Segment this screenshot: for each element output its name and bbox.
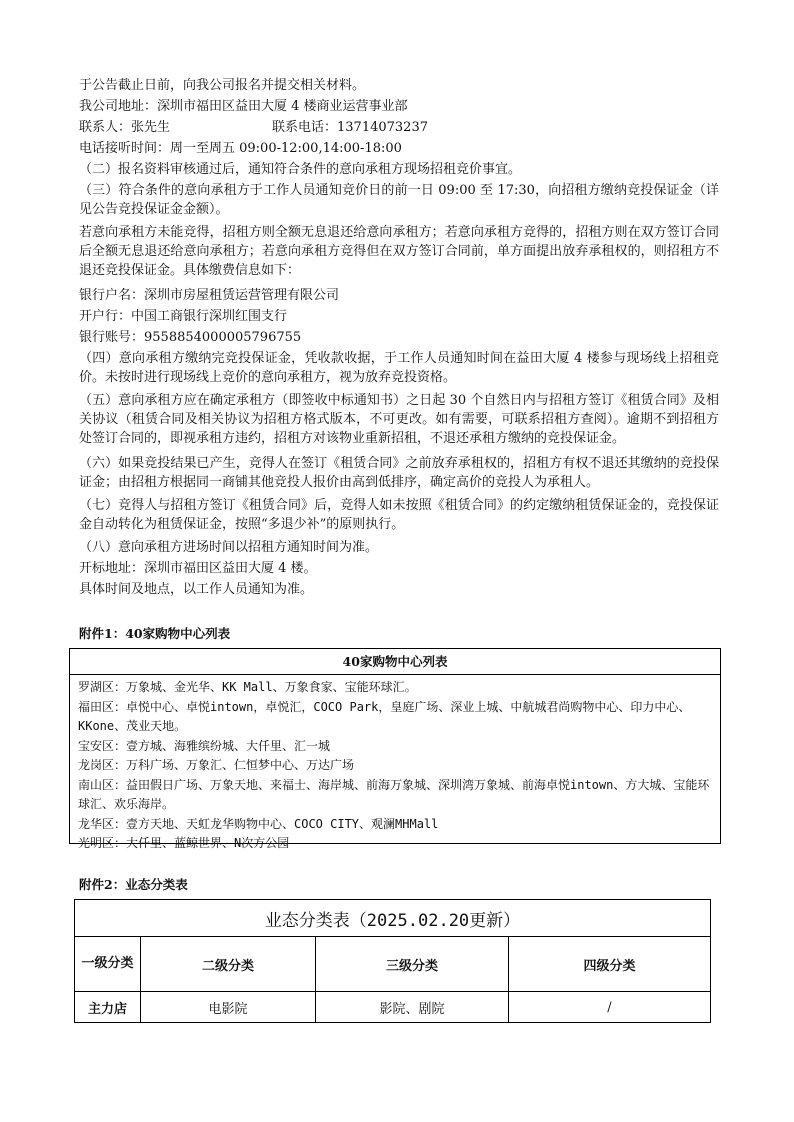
header-level-4: 四级分类 — [509, 937, 711, 992]
header-level-3: 三级分类 — [316, 937, 509, 992]
item-4: （四）意向承租方缴纳完竞投保证金，凭收款收据，于工作人员通知时间在益田大厦 4 楼参与现场线上招租竞价。未按时进行现场线上竞价的意向承租方，视为放弃竞投资格。 — [79, 351, 719, 385]
shopping-mall-list — [70, 675, 720, 854]
district-row-longhua: 龙华区：壹方天地、天虹龙华购物中心、COCO CITY、观澜MHMall — [78, 816, 439, 831]
item-3-refund: 若意向承租方未能竞得，招租方则全额无息退还给意向承租方；若意向承租方竞得的，招租方则在双方签订合同后全额无息退还给意向承租方；若意向承租方竞得但在双方签订合同前，单方面提出放弃承租权的，则招租方不退还竞投保证金。具体缴费信息如下： — [79, 225, 719, 278]
phone-hours: 电话接听时间：周一至周五 09:00-12:00,14:00-18:00 — [79, 141, 402, 156]
paragraph-registration: 于公告截止日前，向我公司报名并提交相关材料。 — [79, 78, 366, 93]
contact-person: 联系人：张先生 — [79, 120, 171, 135]
district-row-longgang: 龙岗区：万科广场、万象汇、仁恒梦中心、万达广场 — [78, 758, 355, 772]
district-row-luohu: 罗湖区：万象城、金光华、KK Mall、万象食家、宝能环球汇。 — [78, 680, 417, 694]
company-address: 我公司地址：深圳市福田区益田大厦 4 楼商业运营事业部 — [79, 99, 408, 114]
item-2: （二）报名资料审核通过后，通知符合条件的意向承租方现场招租竞价事宜。 — [79, 162, 522, 177]
cell-level-4: / — [509, 992, 711, 1023]
item-5: （五）意向承租方应在确定承租方（即签收中标通知书）之日起 30 个自然日内与招租方签订《租赁合同》及相关协议（租赁合同及相关协议为招租方格式版本，不可更改。如有需要，可联系招租方查阅）。逾期不到招租方处签订合同的，即视承租方违约，招租方对该物业重新招租，不退还承租方缴纳的竞投保证金。 — [79, 393, 719, 446]
district-row-baoan: 宝安区：壹方城、海雅缤纷城、大仟里、汇一城 — [78, 738, 331, 753]
district-row-nanshan: 南山区：益田假日广场、万象天地、来福士、海岸城、前海万象城、深圳湾万象城、前海卓悦intown、方大城、宝能环球汇、欢乐海岸。 — [78, 777, 710, 811]
annex-1-title: 附件1：40家购物中心列表 — [79, 626, 231, 641]
district-row-guangming: 光明区：大仟里、蓝鲸世界、N次方公园 — [78, 836, 290, 850]
cell-level-2: 电影院 — [141, 992, 316, 1023]
header-level-1: 一级分类 — [75, 937, 141, 992]
item-3: （三）符合条件的意向承租方于工作人员通知竞价日的前一日 09:00 至 17:30，向招租方缴纳竞投保证金（详见公告竞投保证金金额）。 — [79, 183, 719, 217]
category-table-title: 业态分类表（2025.02.20更新） — [75, 900, 711, 937]
cell-level-3: 影院、剧院 — [316, 992, 509, 1023]
contact-phone: 联系电话：13714073237 — [272, 120, 428, 135]
shopping-mall-table — [69, 648, 721, 850]
cell-level-1: 主力店 — [75, 992, 141, 1023]
header-level-2: 二级分类 — [141, 937, 316, 992]
item-6: （六）如果竞投结果已产生，竞得人在签订《租赁合同》之前放弃承租权的，招租方有权不退还其缴纳的竞投保证金；由招租方根据同一商铺其他竞投人报价由高到低排序，确定高价的竞投人为承租人。 — [79, 456, 719, 490]
item-7: （七）竞得人与招租方签订《租赁合同》后，竞得人如未按照《租赁合同》的约定缴纳租赁保证金的，竞投保证金自动转化为租赁保证金，按照“多退少补”的原则执行。 — [79, 498, 719, 532]
bank-account-name: 银行户名：深圳市房屋租赁运营管理有限公司 — [79, 288, 340, 303]
venue-note: 具体时间及地点，以工作人员通知为准。 — [79, 582, 314, 597]
contact-line — [79, 118, 719, 137]
venue-address: 开标地址：深圳市福田区益田大厦 4 楼。 — [79, 561, 317, 576]
bank-account-number: 银行账号：9558854000005796755 — [79, 330, 302, 345]
annex-2-title: 附件2：业态分类表 — [79, 877, 188, 892]
business-category-table — [74, 899, 711, 1023]
shopping-mall-table-title: 40家购物中心列表 — [70, 649, 720, 675]
bank-branch: 开户行：中国工商银行深圳红围支行 — [79, 309, 288, 324]
item-8: （八）意向承租方进场时间以招租方通知时间为准。 — [79, 540, 379, 555]
district-row-futian: 福田区：卓悦中心、卓悦intown，卓悦汇，COCO Park，皇庭广场、深业上城、中航城君尚购物中心、印力中心、KKone、茂业天地。 — [78, 699, 691, 733]
